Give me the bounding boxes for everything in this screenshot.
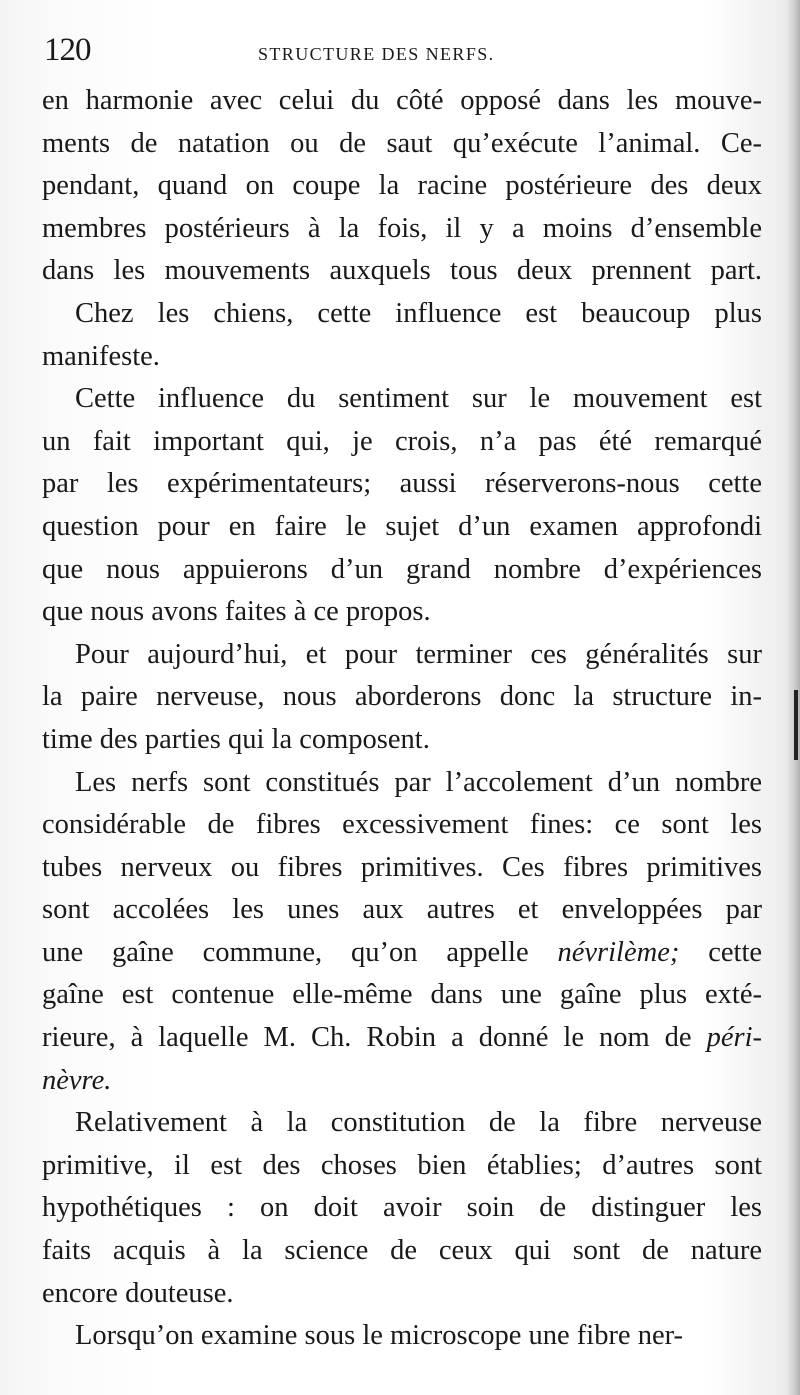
paragraph-first-line: Lorsqu’on examine sous le microscope une fibre ner- (75, 1320, 684, 1352)
text-line: time des parties qui la composent. (42, 723, 430, 755)
text-line: en harmonie avec celui du côté opposé dans les mouve- (42, 85, 762, 116)
text-line: pendant, quand on coupe la racine postérieure des deux (42, 170, 762, 202)
text-line: dans les mouvements auxquels tous deux prennent part. (42, 255, 762, 287)
italic-term: nèvre. (42, 1064, 112, 1096)
text-line: faits acquis à la science de ceux qui sont de nature (42, 1235, 762, 1267)
paragraph-first-line: Pour aujourd’hui, et pour terminer ces généralités sur (75, 638, 762, 670)
page-edge-mark (794, 690, 798, 760)
text-line: primitive, il est des choses bien établies; d’autres sont (42, 1149, 762, 1181)
text-line: que nous appuierons d’un grand nombre d’expériences (42, 553, 762, 585)
text-fragment: une gaîne commune, qu’on appelle (42, 936, 529, 968)
text-line-mixed (42, 1060, 762, 1103)
text-line: membres postérieurs à la fois, il y a moins d’ensemble (42, 212, 762, 244)
text-line: un fait important qui, je crois, n’a pas été remarqué (42, 425, 762, 457)
paragraph-first-line: Relativement à la constitution de la fibre nerveuse (75, 1107, 762, 1139)
text-line: encore douteuse. (42, 1277, 234, 1309)
text-line: ments de natation ou de saut qu’exécute l’animal. Ce- (42, 127, 762, 159)
text-line-mixed (42, 932, 762, 975)
paragraph-first-line: Les nerfs sont constitués par l’accolement d’un nombre (75, 766, 762, 798)
text-line: que nous avons faites à ce propos. (42, 596, 431, 628)
text-line: manifeste. (42, 340, 160, 372)
paragraph-first-line: Cette influence du sentiment sur le mouvement est (75, 383, 762, 415)
text-line: par les expérimentateurs; aussi réserverons-nous cette (42, 468, 762, 500)
text-line: la paire nerveuse, nous aborderons donc la structure in- (42, 681, 762, 713)
text-line: considérable de fibres excessivement fines: ce sont les (42, 809, 762, 841)
text-line: hypothétiques : on doit avoir soin de distinguer les (42, 1192, 762, 1224)
running-title: STRUCTURE DES NERFS. (258, 44, 495, 64)
text-line: gaîne est contenue elle-même dans une gaîne plus exté- (42, 979, 762, 1011)
page-number: 120 (44, 32, 91, 68)
text-line: question pour en faire le sujet d’un examen approfondi (42, 510, 762, 542)
paragraph-first-line: Chez les chiens, cette influence est beaucoup plus (75, 297, 762, 329)
italic-term: névrilème; (557, 936, 680, 968)
body-text (42, 80, 762, 1358)
italic-term: péri- (706, 1022, 763, 1054)
text-fragment: cette (708, 936, 763, 968)
text-line: sont accolées les unes aux autres et enveloppées par (42, 894, 762, 926)
text-fragment: rieure, à laquelle M. Ch. Robin a donné le nom de (42, 1022, 692, 1054)
text-line-mixed (42, 1017, 762, 1060)
text-line: tubes nerveux ou fibres primitives. Ces fibres primitives (42, 851, 762, 883)
page-header (44, 30, 774, 70)
